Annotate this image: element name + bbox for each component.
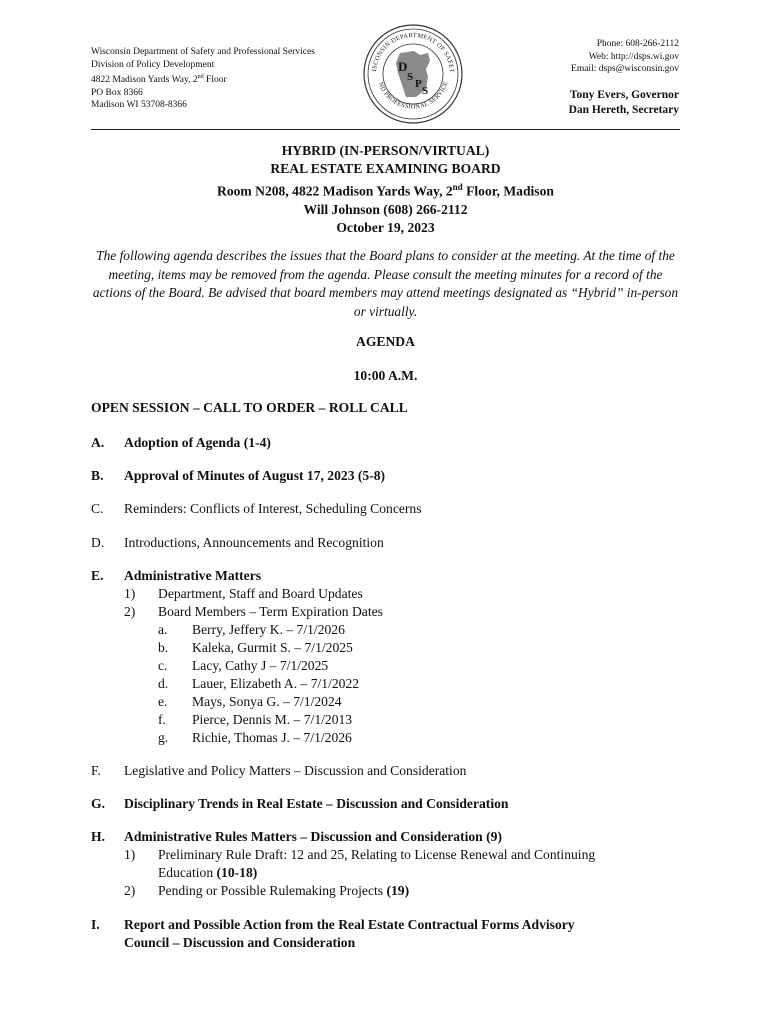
list-item: 1) Department, Staff and Board Updates bbox=[124, 585, 363, 601]
agenda-item-h-title: Administrative Rules Matters – Discussion and Consideration (9) bbox=[124, 829, 502, 845]
letterhead-contact bbox=[569, 38, 679, 118]
svg-text:P: P bbox=[415, 78, 422, 90]
agenda-item-e: E. Administrative Matters 1) Department, Staff and Board Updates 2) Board Members – Term Expiration Dates a. Berry, Jeffery K. – 7/1/2026 b. Kaleka, Gurmit S. – 7/1/2025 c. Lacy, Cathy J – 7/1/2025 d. Lauer, Elizabeth A. – 7/1/2022 e. Mays, Sonya G. – 7/1/2024 f. Pierce, Dennis M. – 7/1/2013 g. Richie, Thomas J. – 7/1/2026 bbox=[91, 567, 690, 747]
meeting-time: 10:00 A.M. bbox=[353, 368, 418, 383]
meeting-date: October 19, 2023 bbox=[336, 220, 435, 236]
board-member-item: f. Pierce, Dennis M. – 7/1/2013 bbox=[158, 711, 353, 727]
agenda-item-d: D. Introductions, Announcements and Recognition bbox=[91, 534, 384, 550]
agenda-items bbox=[91, 434, 690, 967]
list-item: 1) Preliminary Rule Draft: 12 and 25, Relating to License Renewal and Continuing Education (10-18) bbox=[124, 847, 596, 881]
board-member-item: g. Richie, Thomas J. – 7/1/2026 bbox=[158, 729, 352, 745]
intro-paragraph: The following agenda describes the issues that the Board plans to consider at the meeting. At the time of the meeting, items may be removed from the agenda. Please consult the meeting minutes for a record of the actions of the Board. Be advised that board members may attend meetings designated as “Hybrid” in-person or virtually. bbox=[92, 248, 679, 319]
meeting-title-block bbox=[91, 142, 680, 238]
division-name: Division of Policy Development bbox=[91, 59, 215, 70]
list-item: 2) Pending or Possible Rulemaking Projects (19) bbox=[124, 883, 410, 899]
svg-text:S: S bbox=[407, 71, 414, 83]
header-divider bbox=[91, 129, 680, 130]
officials bbox=[569, 88, 679, 118]
svg-text:S: S bbox=[422, 85, 429, 97]
board-member-item: e. Mays, Sonya G. – 7/1/2024 bbox=[158, 693, 342, 709]
seal-bottom-text: ND PROFESSIONAL SERVICE bbox=[376, 80, 450, 111]
board-member-item: d. Lauer, Elizabeth A. – 7/1/2022 bbox=[158, 675, 360, 691]
dsps-seal-logo bbox=[362, 23, 464, 125]
board-name: REAL ESTATE EXAMINING BOARD bbox=[270, 161, 501, 177]
po-box: PO Box 8366 bbox=[91, 87, 143, 98]
agenda-item-f: F. Legislative and Policy Matters – Discussion and Consideration bbox=[91, 762, 467, 778]
agenda-item-h: H. Administrative Rules Matters – Discussion and Consideration (9) 1) Preliminary Rule Draft: 12 and 25, Relating to License Renewal and Continuing Education (10-18) 2) Pending or Possible Rulemaking Projects (19) bbox=[91, 828, 690, 900]
open-session-heading: OPEN SESSION – CALL TO ORDER – ROLL CALL bbox=[91, 400, 408, 415]
agency-name: Wisconsin Department of Safety and Professional Services bbox=[91, 47, 315, 57]
secretary: Dan Hereth, Secretary bbox=[568, 103, 679, 116]
meeting-location: Room N208, 4822 Madison Yards Way, 2nd Floor, Madison bbox=[217, 182, 554, 199]
email-address: Email: dsps@wisconsin.gov bbox=[571, 64, 679, 74]
city-zip: Madison WI 53708-8366 bbox=[91, 100, 187, 111]
board-member-item: a. Berry, Jeffery K. – 7/1/2026 bbox=[158, 621, 345, 637]
street-address: 4822 Madison Yards Way, 2nd Floor bbox=[91, 74, 227, 86]
letterhead-address bbox=[91, 46, 315, 112]
board-member-item: c. Lacy, Cathy J – 7/1/2025 bbox=[158, 657, 329, 673]
seal-top-text: ISCONSIN DEPARTMENT OF SAFET bbox=[371, 31, 456, 74]
governor: Tony Evers, Governor bbox=[569, 88, 679, 101]
agenda-item-b: B. Approval of Minutes of August 17, 2023 (5-8) bbox=[91, 468, 386, 484]
board-member-item: b. Kaleka, Gurmit S. – 7/1/2025 bbox=[158, 639, 353, 655]
seal-letter-d: D bbox=[398, 59, 408, 74]
contact-person: Will Johnson (608) 266-2112 bbox=[303, 202, 468, 218]
website: Web: http://dsps.wi.gov bbox=[588, 51, 679, 62]
meeting-type: HYBRID (IN-PERSON/VIRTUAL) bbox=[281, 143, 490, 158]
agenda-heading: AGENDA bbox=[356, 334, 415, 349]
agenda-item-a: A. Adoption of Agenda (1-4) bbox=[91, 435, 271, 450]
agenda-item-i: I. Report and Possible Action from the Real Estate Contractual Forms Advisory Council – Discussion and Consideration bbox=[91, 916, 575, 950]
phone-number: Phone: 608-266-2112 bbox=[596, 39, 679, 49]
agenda-item-c: C. Reminders: Conflicts of Interest, Scheduling Concerns bbox=[91, 501, 422, 517]
agenda-item-g: G. Disciplinary Trends in Real Estate – Discussion and Consideration bbox=[91, 796, 509, 812]
agenda-item-e-title: Administrative Matters bbox=[124, 567, 262, 583]
list-item: 2) Board Members – Term Expiration Dates bbox=[124, 603, 383, 619]
